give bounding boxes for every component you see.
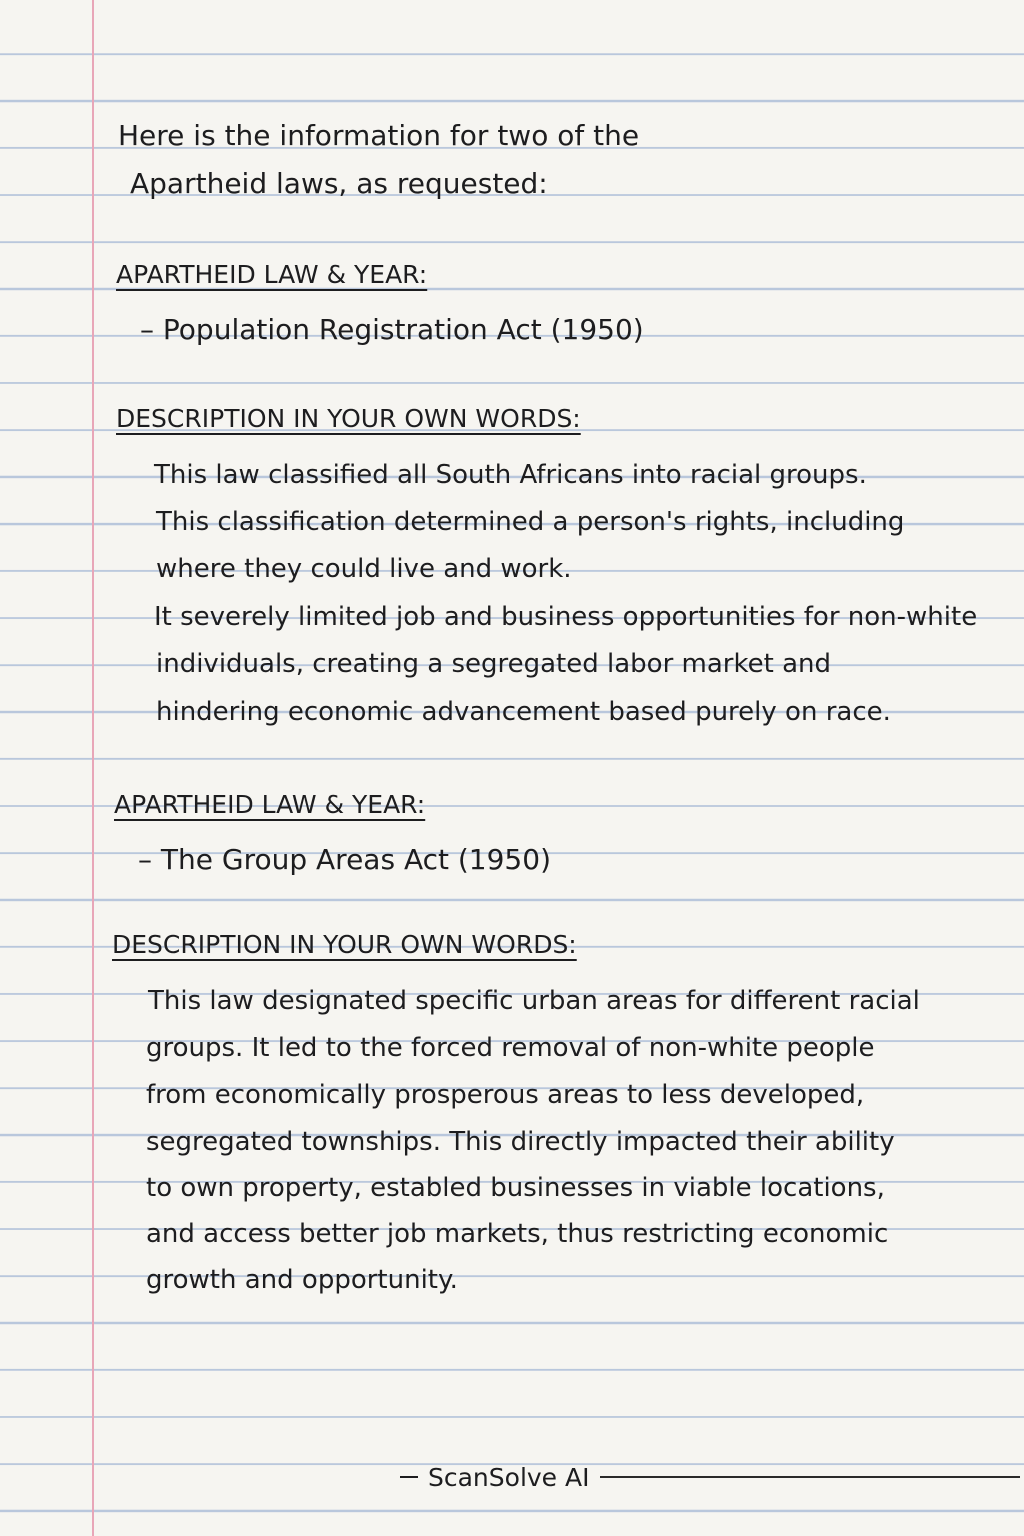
law-2-desc-line: groups. It led to the forced removal of non-white people — [146, 1033, 875, 1063]
law-1-desc-line: It severely limited job and business opportunities for non-white — [154, 602, 978, 632]
footer-brand: ScanSolve AI — [428, 1462, 590, 1492]
law-2-description-heading: DESCRIPTION IN YOUR OWN WORDS: — [112, 930, 577, 959]
footer-dash — [400, 1476, 418, 1478]
law-2-name: – The Group Areas Act (1950) — [138, 843, 551, 876]
law-2-desc-line: This law designated specific urban areas for different racial — [148, 986, 920, 1016]
law-2-desc-line: from economically prosperous areas to less developed, — [146, 1080, 865, 1110]
margin-line — [92, 0, 94, 1536]
law-1-desc-line: where they could live and work. — [156, 554, 572, 584]
law-1-desc-line: This law classified all South Africans into racial groups. — [154, 460, 867, 490]
law-1-desc-line: This classification determined a person's rights, including — [156, 507, 905, 537]
intro-line-1: Here is the information for two of the — [118, 119, 640, 152]
law-2-desc-line: and access better job markets, thus restricting economic — [146, 1219, 889, 1249]
law-1-name: – Population Registration Act (1950) — [140, 313, 644, 346]
law-2-desc-line: segregated townships. This directly impacted their ability — [146, 1127, 895, 1157]
law-2-heading: APARTHEID LAW & YEAR: — [114, 790, 426, 819]
footer — [400, 1452, 1020, 1502]
intro-line-2: Apartheid laws, as requested: — [130, 167, 548, 200]
footer-rule — [600, 1476, 1020, 1478]
law-1-description-heading: DESCRIPTION IN YOUR OWN WORDS: — [116, 404, 581, 433]
law-2-desc-line: to own property, establed businesses in viable locations, — [146, 1173, 885, 1203]
law-2-desc-line: growth and opportunity. — [146, 1265, 458, 1295]
law-1-desc-line: hindering economic advancement based purely on race. — [156, 697, 891, 727]
law-1-desc-line: individuals, creating a segregated labor market and — [156, 649, 831, 679]
law-1-heading: APARTHEID LAW & YEAR: — [116, 260, 428, 289]
